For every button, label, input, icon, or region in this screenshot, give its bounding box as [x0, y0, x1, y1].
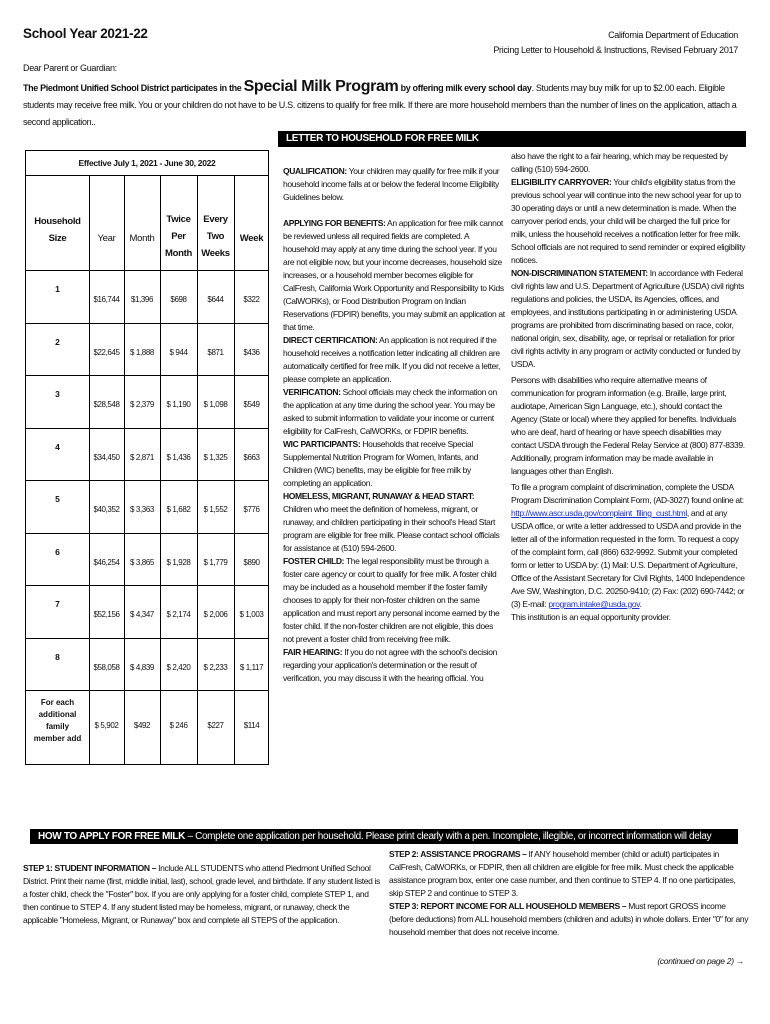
greeting: Dear Parent or Guardian: — [23, 63, 117, 73]
intro-offering: by offering milk every school day — [400, 83, 532, 93]
income-week-cell: $549 — [243, 400, 260, 409]
applying-paragraph: APPLYING FOR BENEFITS: An application for free milk cannot be reviewed unless all required fields are completed. A household may apply at any time during the school year. If you are not eligible now, but your income decreases, household size increases, or a household member becomes eligible for CalFresh, California Work Opportunity and Responsibility to Kids (CalWORKs), or Food Distribution Program on Indian Reservations (FDPIR) benefits, you may submit an application at that time. — [283, 218, 505, 332]
income-week-cell: $436 — [243, 347, 260, 357]
income-week-cell: $663 — [243, 452, 260, 462]
income-week-cell: $890 — [243, 557, 260, 567]
fair-hearing-paragraph: FAIR HEARING: If you do not agree with the school's decision regarding your application's determination or the result of verification, you may discuss it with the hearing official. You — [283, 647, 498, 683]
table-divider — [26, 428, 268, 429]
header-month: Month — [129, 233, 155, 244]
arrow-right-icon: → — [735, 956, 744, 966]
income-year-cell: $34,450 — [93, 452, 120, 462]
equal-opportunity-statement: This institution is an equal opportunity provider. — [511, 612, 671, 622]
intro-rest: . Students may buy milk for up to $2.00 each. Eligible students may receive free milk. You or your children do not have to be U.S. citizens to qualify for free milk. If there are more household members than the number of lines on the application, attach a second application.. — [23, 83, 737, 127]
income-year-cell: $16,744 — [93, 295, 120, 304]
income-twice-cell: $ 1,682 — [166, 505, 191, 514]
table-divider — [89, 175, 90, 764]
program-name: Special Milk Program — [243, 78, 399, 95]
income-twice-cell: $ 1,436 — [166, 452, 191, 462]
step-1-text: Include ALL STUDENTS who attend Piedmont Unified School District. Print their name (first, middle initial, last), school, grade level, and birthdate. If any student listed is a foster child, check the "Foster" box. If you are only applying for a foster child, complete STEP 1, and then continue to STEP 4. If any student listed may be homeless, migrant, or runaway, check the applicable "Homeless, Migrant, or Runaway" box and complete all STEPS of the application. — [23, 863, 380, 925]
income-month-cell: $1,396 — [130, 295, 154, 304]
income-twice-cell: $ 2,420 — [166, 662, 191, 672]
letter-heading: LETTER TO HOUSEHOLD FOR FREE MILK — [286, 133, 479, 144]
income-every-cell: $ 1,325 — [203, 452, 228, 462]
school-year-title: School Year 2021-22 — [23, 26, 148, 41]
household-size-cell: 5 — [55, 494, 60, 504]
household-size-cell: 4 — [55, 441, 60, 452]
table-divider — [197, 175, 198, 764]
household-size-cell: 1 — [55, 284, 60, 294]
table-divider — [124, 175, 125, 764]
household-size-cell: 2 — [55, 336, 60, 347]
income-twice-cell: $698 — [170, 295, 187, 304]
table-divider — [26, 375, 268, 376]
income-year-cell: $28,548 — [93, 400, 120, 409]
wic-paragraph: WIC PARTICIPANTS: Households that receive Special Supplemental Nutrition Program for Women, Infants, and Children (WIC) benefits, may be eligible for free milk by completing an application. — [283, 439, 478, 488]
income-month-cell: $ 2,379 — [130, 400, 154, 409]
table-divider — [26, 323, 268, 324]
income-month-cell: $ 1,888 — [130, 347, 154, 357]
direct-certification-paragraph: DIRECT CERTIFICATION: An application is not required if the household receives a notification letter indicating all children are automatically certified for free milk. If you did not receive a letter, please complete an application. — [283, 335, 501, 384]
homeless-paragraph: HOMELESS, MIGRANT, RUNAWAY & HEAD START: Children who meet the definition of homeless, migrant, or runaway, and children participating in their school's Head Start program are eligible for free milk. Please contact school officials for assistance at (510) 594-2600. — [283, 491, 500, 553]
step-1-instructions — [23, 862, 381, 927]
table-divider — [26, 585, 268, 586]
income-week-cell: $ 1,117 — [239, 662, 264, 672]
verification-paragraph: VERIFICATION: School officials may check the information on the application at any time during the school year. You may be asked to submit information to validate your income or current eligibility for CalFresh, CalWORKs, or FDPIR benefits. — [283, 387, 497, 436]
eligibility-info-column — [283, 165, 505, 685]
income-month-cell: $ 4,347 — [130, 610, 154, 619]
income-year-cell: $40,352 — [93, 505, 120, 514]
header-twice-per-month: Twice Per Month — [165, 214, 192, 259]
income-every-cell: $644 — [207, 295, 224, 304]
table-divider — [26, 270, 268, 271]
how-to-apply-title: HOW TO APPLY FOR FREE MILK — [38, 831, 186, 842]
header-year: Year — [97, 233, 116, 244]
table-divider — [26, 533, 268, 534]
income-every-cell: $871 — [207, 347, 224, 357]
disabilities-paragraph: Persons with disabilities who require alternative means of communication for program information (e.g. Braille, large print, audiotape, American Sign Language, etc.), should contact the Agency (State or local) where they applied for benefits. Individuals who are deaf, hard of hearing or have speech disabilities may contact USDA through the Federal Relay Service at (800) 877-8339. Additionally, program information may be made available in languages other than English. — [511, 375, 745, 476]
how-to-apply-instructions: – Complete one application per household. Please print clearly with a pen. Incomplete, illegible, or incorrect information will delay processing. — [38, 831, 712, 857]
effective-dates: Effective July 1, 2021 - June 30, 2022 — [26, 151, 268, 176]
income-every-cell: $ 1,098 — [203, 400, 228, 409]
table-divider — [26, 480, 268, 481]
income-every-cell: $ 1,779 — [203, 557, 228, 567]
intro-district: The Piedmont Unified School District participates in the — [23, 83, 242, 93]
income-year-cell: $52,156 — [93, 610, 120, 619]
income-month-cell: $ 2,871 — [130, 452, 154, 462]
continued-note — [657, 956, 744, 966]
additional-month-cell: $492 — [133, 721, 151, 730]
department-name: California Department of Education — [608, 30, 738, 40]
additional-every-cell: $227 — [207, 721, 224, 730]
income-week-cell: $776 — [243, 505, 260, 514]
additional-week-cell: $114 — [243, 721, 260, 730]
header-week: Week — [239, 233, 264, 244]
income-twice-cell: $ 1,190 — [166, 400, 191, 409]
step-2-3-instructions — [389, 848, 749, 939]
income-week-cell: $322 — [243, 295, 260, 304]
intro-paragraph — [23, 78, 748, 131]
email-link[interactable]: program.intake@usda.gov — [548, 599, 640, 609]
continued-text: (continued on page 2) — [657, 956, 734, 966]
income-year-cell: $58,058 — [93, 662, 120, 672]
how-to-apply-bar — [30, 829, 738, 857]
table-divider — [234, 175, 235, 764]
step-2-paragraph: STEP 2: ASSISTANCE PROGRAMS – If ANY household member (child or adult) participates in CalFresh, CalWORKs, or FDPIR, then all children are eligible for free milk. Must check the applicable assistance program box, enter one case number, and then continue to STEP 4. If no one participates, skip STEP 2 and continue to STEP 3. — [389, 849, 736, 898]
household-size-cell: 6 — [55, 546, 60, 557]
income-year-cell: $46,254 — [93, 557, 120, 567]
rights-info-column — [511, 150, 747, 624]
income-month-cell: $ 3,865 — [130, 557, 154, 567]
income-year-cell: $22,645 — [93, 347, 120, 357]
header-household-size: Household Size — [34, 216, 81, 244]
table-divider — [160, 175, 161, 764]
income-twice-cell: $ 944 — [169, 347, 188, 357]
document-title: Pricing Letter to Household & Instructions, Revised February 2017 — [493, 45, 738, 55]
additional-year-cell: $ 5,902 — [94, 721, 119, 730]
header-every-two-weeks: Every Two Weeks — [201, 214, 230, 259]
additional-member-label: For each additional family member add — [33, 698, 82, 743]
table-divider — [26, 638, 268, 639]
income-every-cell: $ 1,552 — [203, 505, 228, 514]
income-guidelines-table — [25, 150, 269, 765]
carryover-paragraph: ELIGIBILITY CARRYOVER: Your child's eligibility status from the previous school year will continue into the new school year for up to 30 operating days or until a new determination is made. When the carryover period ends, your child will be charged the full price for milk, unless the household receives a notification letter for free milk. School officials are not required to send reminder or expired eligibility notices. — [511, 177, 746, 265]
income-month-cell: $ 3,363 — [130, 505, 154, 514]
step-1-heading: STEP 1: STUDENT INFORMATION – — [23, 863, 157, 873]
household-size-cell: 8 — [55, 651, 60, 662]
income-twice-cell: $ 1,928 — [166, 557, 191, 567]
household-size-cell: 7 — [55, 599, 60, 609]
income-month-cell: $ 4,839 — [130, 662, 154, 672]
table-divider — [26, 690, 268, 691]
income-week-cell: $ 1,003 — [239, 610, 264, 619]
income-twice-cell: $ 2,174 — [166, 610, 191, 619]
foster-paragraph: FOSTER CHILD: The legal responsibility must be through a foster care agency or court to qualify for free milk. A foster child may be included as a household member if the foster family chooses to apply for their non-foster children on the same application and must report any personal income earned by the foster child. If the non-foster children are not eligible, this does not prevent a foster child from receiving free milk. — [283, 556, 500, 644]
nondiscrimination-paragraph: NON-DISCRIMINATION STATEMENT: In accordance with Federal civil rights law and U.S. Department of Agriculture (USDA) civil rights regulations and policies, the USDA, its Agencies, offices, and employees, and institutions participating in or administering USDA programs are prohibited from discriminating based on race, color, national origin, sex, disability, age, or reprisal or retaliation for prior civil rights activity in any program or activity conducted or funded by USDA. — [511, 268, 745, 369]
additional-twice-cell: $ 246 — [169, 721, 188, 730]
complaint-paragraph: To file a program complaint of discrimination, complete the USDA Program Discrimination Complaint Form, (AD-3027) found online at: http://www.ascr.usda.gov/complaint_filing_cust.html, and at any USDA office, or write a letter addressed to USDA and provide in the letter all of the information requested in the form. To request a copy of the complaint form, call (866) 632-9992. Submit your completed form or letter to USDA by: (1) Mail: U.S. Department of Agriculture, Office of the Assistant Secretary for Civil Rights, 1400 Independence Ave SW, Washington, D.C. 20250-9410; (2) Fax: (202) 690-7442; or — [511, 482, 745, 596]
letter-heading-bar — [278, 131, 746, 147]
fair-hearing-continued: also have the right to a fair hearing, which may be requested by calling (510) 594-2600. — [511, 151, 728, 174]
household-size-cell: 3 — [55, 389, 60, 399]
income-every-cell: $ 2,006 — [203, 610, 228, 619]
document-header — [493, 28, 738, 58]
complaint-form-link[interactable]: http://www.ascr.usda.gov/complaint_filing_cust.html — [511, 508, 687, 518]
step-3-paragraph: STEP 3: REPORT INCOME FOR ALL HOUSEHOLD MEMBERS – Must report GROSS income (before deductions) from ALL household members (children and adults) in whole dollars. Enter "0" for any household member that does not receive income. — [389, 901, 749, 937]
email-line: (3) E-mail: program.intake@usda.gov. — [511, 599, 642, 609]
income-every-cell: $ 2,233 — [203, 662, 228, 672]
qualification-paragraph: QUALIFICATION: Your children may qualify for free milk if your household income falls at or below the federal Income Eligibility Guidelines below. — [283, 166, 500, 202]
